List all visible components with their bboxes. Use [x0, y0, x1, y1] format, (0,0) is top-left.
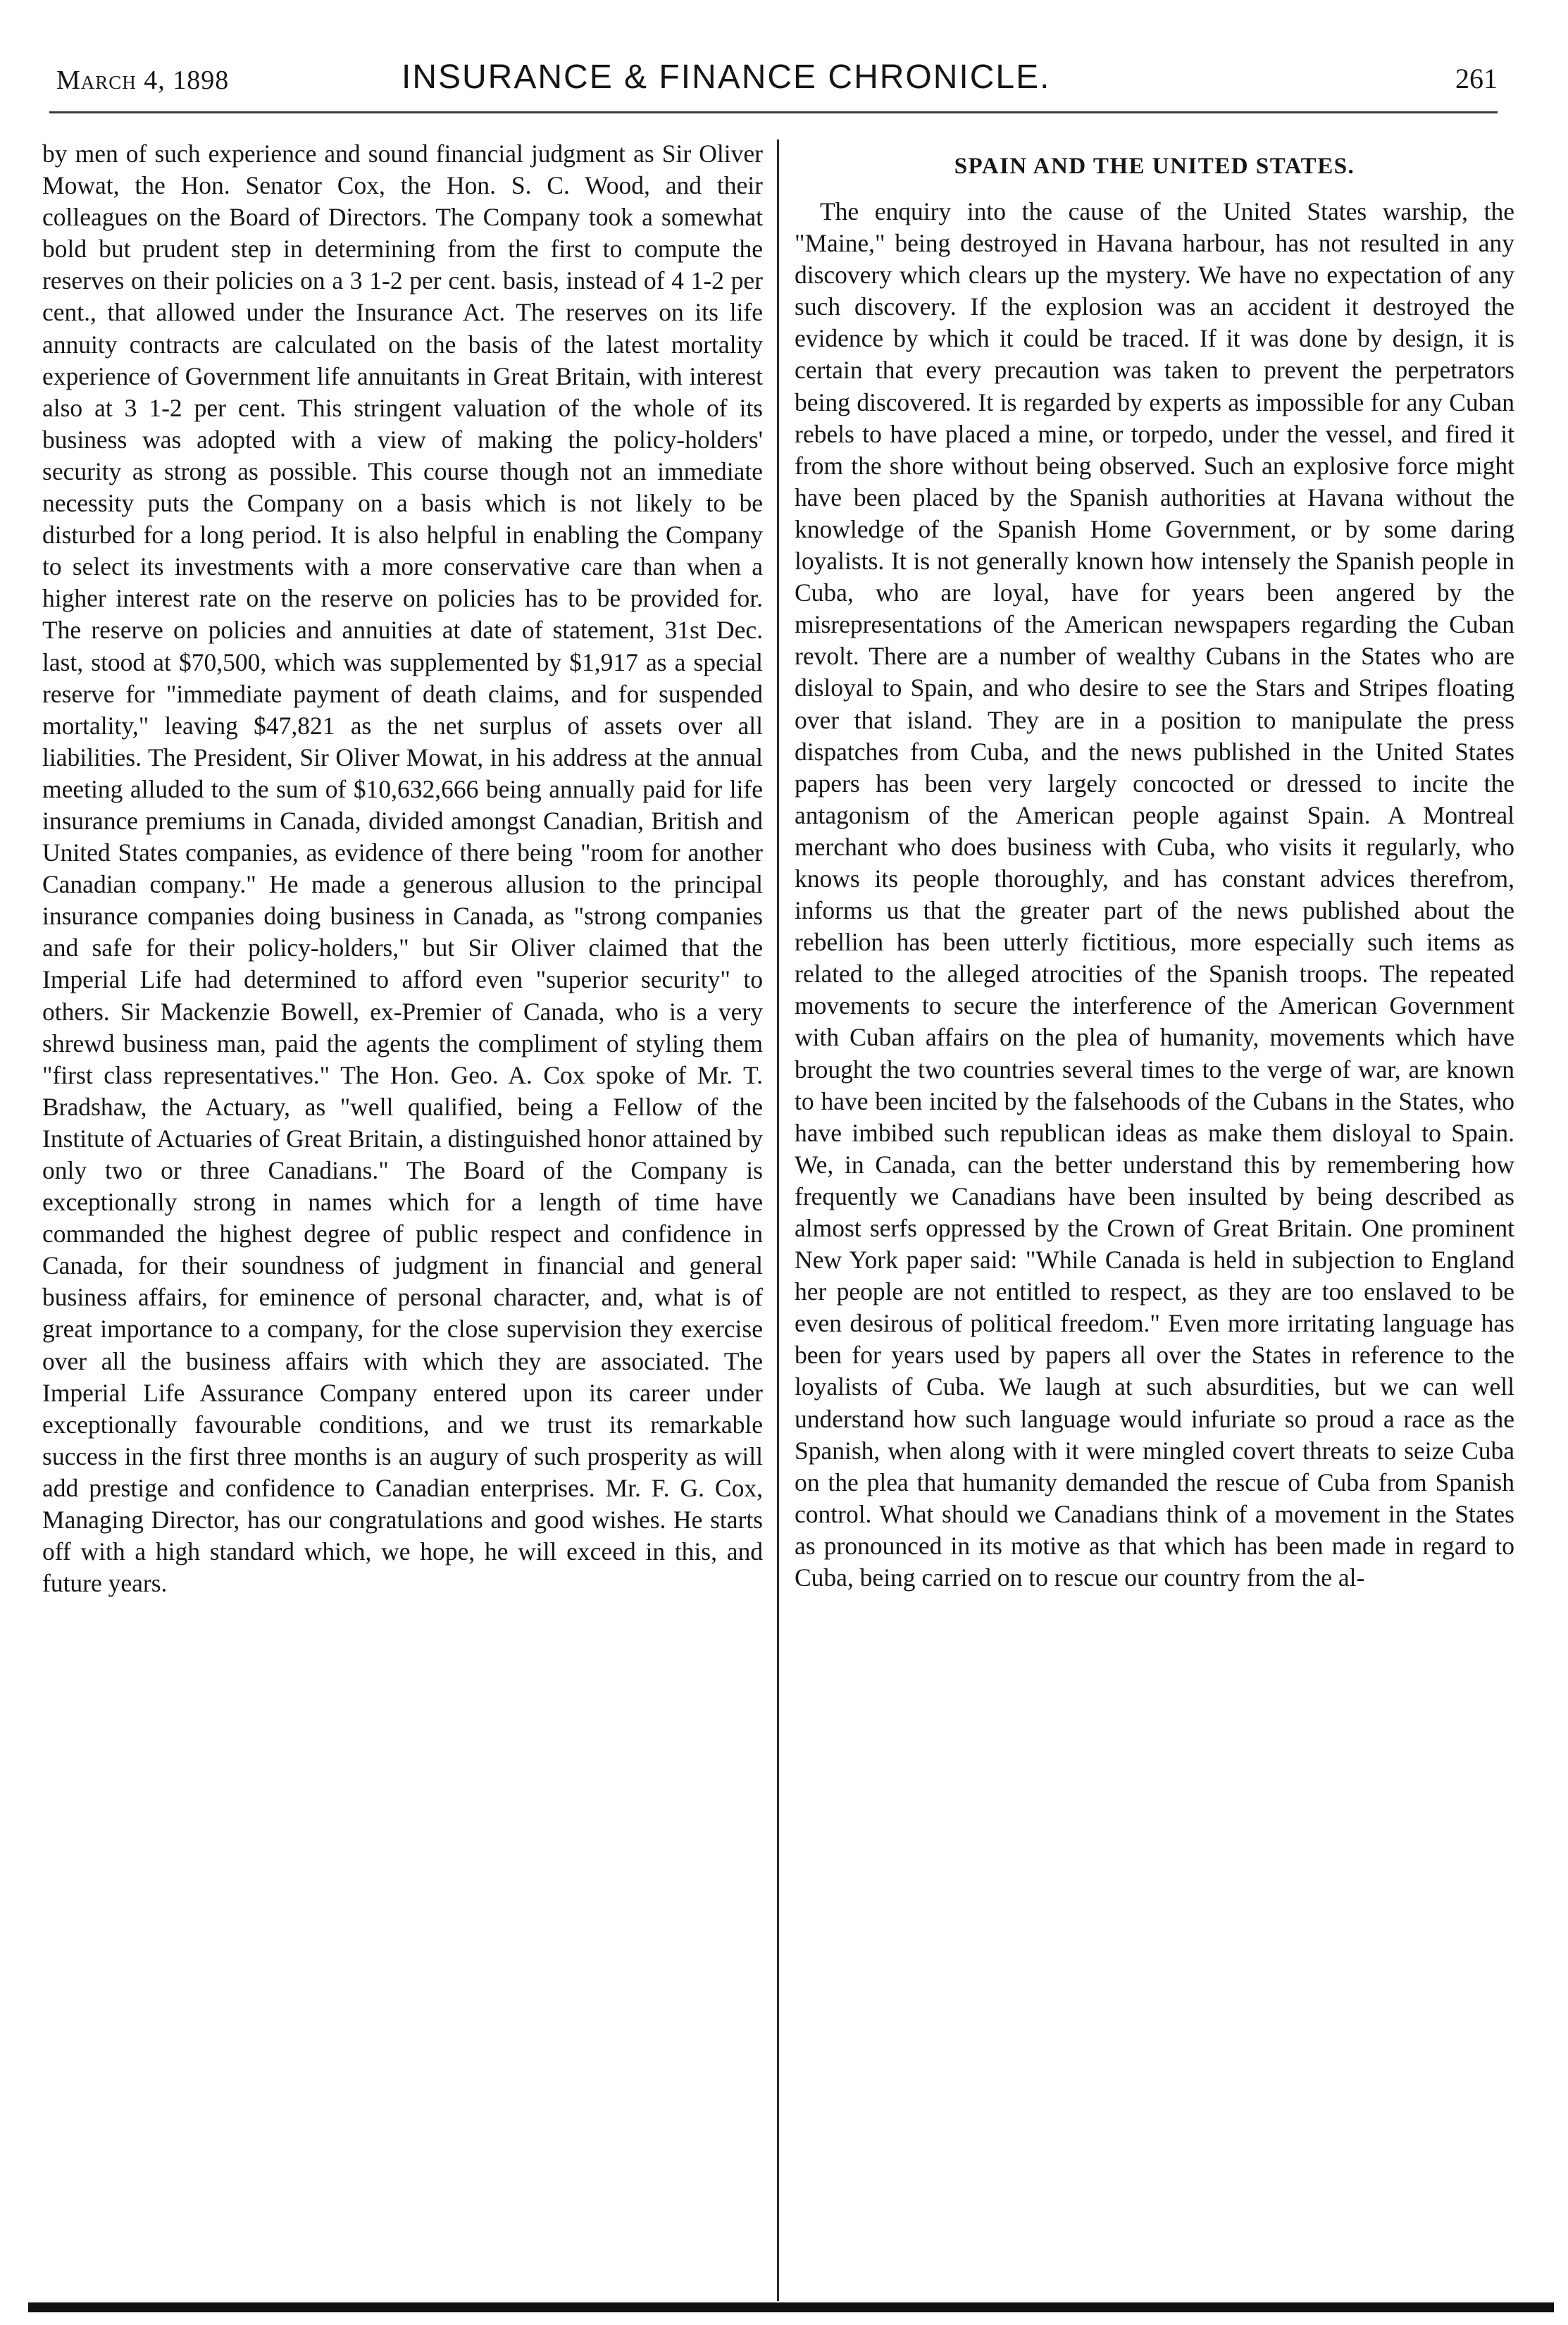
- right-column-paragraph: The enquiry into the cause of the United States warship, the "Maine," being destroyed in Havana harbour, has not resulted in any discovery which clears up the mystery. We have no expectation of any such discovery. If the explosion was an accident it destroyed the evidence by which it could be traced. If it was done by design, it is certain that every precaution was taken to prevent the perpetrators being discovered. It is regarded by experts as impossible for any Cuban rebels to have placed a mine, or torpedo, under the vessel, and fired it from the shore without being observed. Such an explosive force might have been placed by the Spanish authorities at Havana without the knowledge of the Spanish Home Government, or by some daring loyalists. It is not generally known how intensely the Spanish people in Cuba, who are loyal, have for years been angered by the misrepresentations of the American newspapers regarding the Cuban revolt. There are a number of wealthy Cubans in the States who are disloyal to Spain, and who desire to see the Stars and Stripes floating over that island. They are in a position to manipulate the press dispatches from Cuba, and the news published in the United States papers has been very largely concocted or dressed to incite the antagonism of the American people against Spain. A Montreal merchant who does business with Cuba, who visits it regularly, who knows its people thoroughly, and has constant advices therefrom, informs us that the greater part of the news published about the rebellion has been utterly fictitious, more especially such items as related to the alleged atrocities of the Spanish troops. The repeated movements to secure the interference of the American Government with Cuban affairs on the plea of humanity, movements which have brought the two countries several times to the verge of war, are known to have been incited by the falsehoods of the Cubans in the States, who have imbibed such republican ideas as make them disloyal to Spain. We, in Canada, can the better understand this by remembering how frequently we Canadians have been insulted by being described as almost serfs oppressed by the Crown of Great Britain. One prominent New York paper said: "While Canada is held in subjection to England her people are not entitled to respect, as they are too enslaved to be even desirous of political freedom." Even more irritating language has been for years used by papers all over the States in reference to the loyalists of Cuba. We laugh at such absurdities, but we can well understand how such language would infuriate so proud a race as the Spanish, when along with it were mingled covert threats to seize Cuba on the plea that humanity demanded the rescue of Cuba from Spanish control. What should we Canadians think of a movement in the States as pronounced in its motive as that which has been made in regard to Cuba, being carried on to rescue our country from the al-: [795, 197, 1514, 1592]
- article-heading: SPAIN AND THE UNITED STATES.: [954, 154, 1355, 179]
- page-number: 261: [1455, 63, 1498, 94]
- footer-rule: [28, 2302, 1554, 2312]
- publication-title: INSURANCE & FINANCE CHRONICLE.: [402, 58, 1051, 96]
- right-column: [795, 138, 1514, 1594]
- left-column-paragraph: by men of such experience and sound financial judgment as Sir Oliver Mowat, the Hon. Senator Cox, the Hon. S. C. Wood, and their colleagues on the Board of Directors. The Company took a somewhat bold but prudent step in determining from the first to compute the reserves on their policies on a 3 1-2 per cent. basis, instead of 4 1-2 per cent., that allowed under the Insurance Act. The reserves on its life annuity contracts are calculated on the basis of the latest mortality experience of Government life annuitants in Great Britain, with interest also at 3 1-2 per cent. This stringent valuation of the whole of its business was adopted with a view of making the policy-holders' security as strong as possible. This course though not an immediate necessity puts the Company on a basis which is not likely to be disturbed for a long period. It is also helpful in enabling the Company to select its investments with a more conservative care than when a higher interest rate on the reserve on policies has to be provided for. The reserve on policies and annuities at date of statement, 31st Dec. last, stood at $70,500, which was supplemented by $1,917 as a special reserve for "immediate payment of death claims, and for suspended mortality," leaving $47,821 as the net surplus of assets over all liabilities. The President, Sir Oliver Mowat, in his address at the annual meeting alluded to the sum of $10,632,666 being annually paid for life insurance premiums in Canada, divided amongst Canadian, British and United States companies, as evidence of there being "room for another Canadian company." He made a generous allusion to the principal insurance companies doing business in Canada, as "strong companies and safe for their policy-holders," but Sir Oliver claimed that the Imperial Life had determined to afford even "superior security" to others. Sir Mackenzie Bowell, ex-Premier of Canada, who is a very shrewd business man, paid the agents the compliment of styling them "first class representatives." The Hon. Geo. A. Cox spoke of Mr. T. Bradshaw, the Actuary, as "well qualified, being a Fellow of the Institute of Actuaries of Great Britain, a distinguished honor attained by only two or three Canadians." The Board of the Company is exceptionally strong in names which for a length of time have commanded the highest degree of public respect and confidence in Canada, for their soundness of judgment in financial and general business affairs, for eminence of personal character, and, what is of great importance to a company, for the close supervision they exercise over all the business affairs with which they are associated. The Imperial Life Assurance Company entered upon its career under exceptionally favourable conditions, and we trust its remarkable success in the first three months is an augury of such prosperity as will add prestige and confidence to Canadian enterprises. Mr. F. G. Cox, Managing Director, has our congratulations and good wishes. He starts off with a high standard which, we hope, he will exceed in this, and future years.: [42, 140, 763, 1598]
- left-column: [42, 138, 763, 1599]
- header-rule: [49, 111, 1498, 113]
- issue-date: March 4, 1898: [56, 66, 230, 95]
- column-divider: [777, 140, 779, 2301]
- page-header: [35, 55, 1498, 110]
